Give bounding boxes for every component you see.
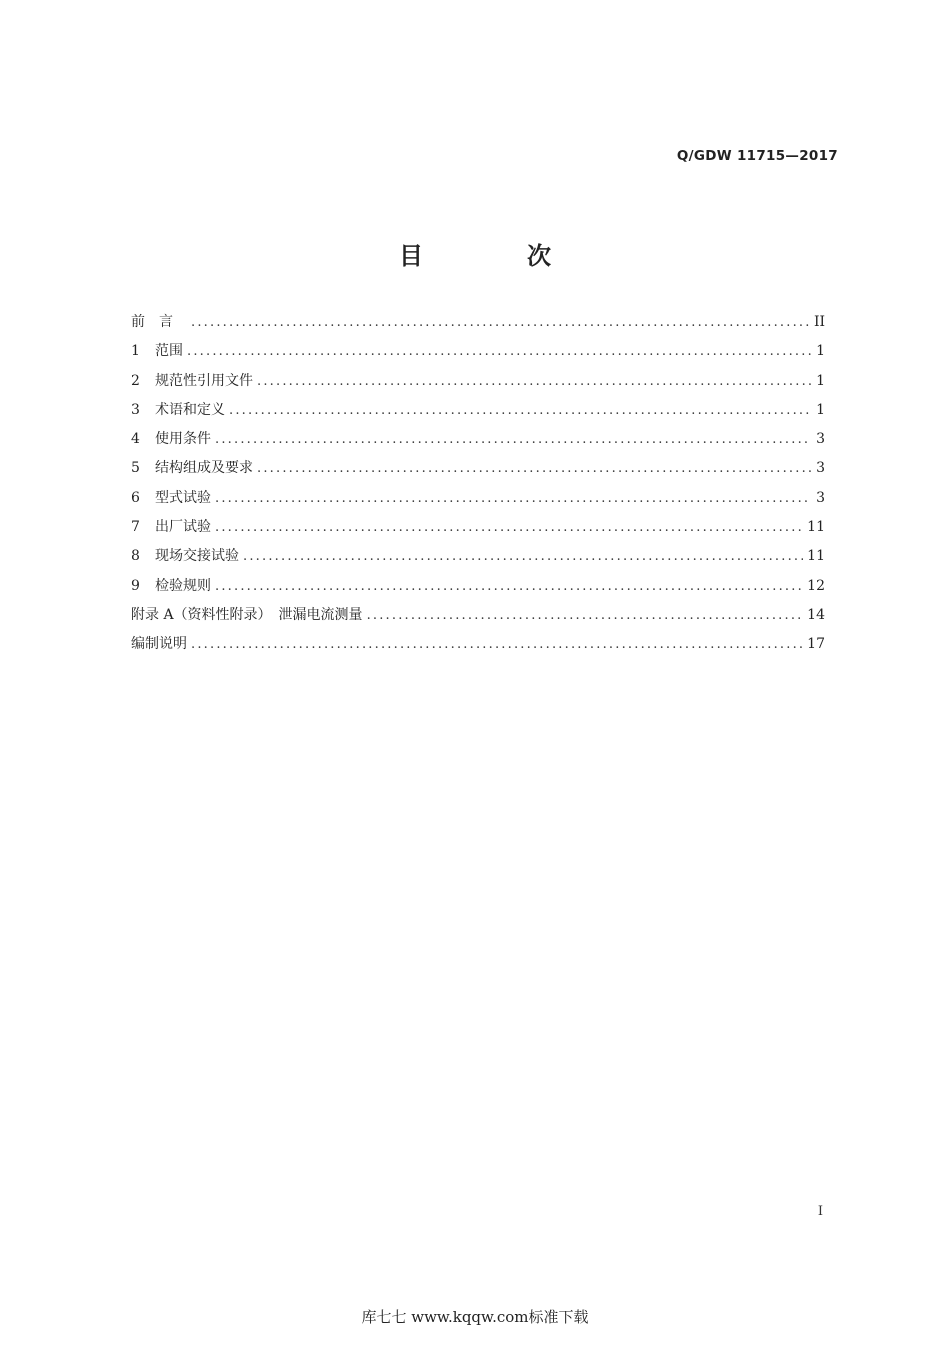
- toc-entry-number: 9: [131, 577, 140, 594]
- toc-entry-title: 前言: [131, 314, 187, 330]
- toc-entry-number: 4: [131, 431, 140, 448]
- toc-entry-title: 附录 A（资料性附录） 泄漏电流测量: [131, 606, 363, 623]
- toc-entry-page: 11: [807, 548, 825, 565]
- toc-entry-page: 17: [807, 636, 825, 653]
- toc-dot-leader: [187, 341, 811, 363]
- page-number: I: [817, 1204, 823, 1219]
- toc-dot-leader: [215, 488, 811, 510]
- toc-entry-page: 3: [816, 431, 825, 448]
- toc-dot-leader: [367, 605, 804, 627]
- watermark-text: 库七七 www.kqqw.com标准下载: [361, 1308, 589, 1326]
- toc-entry[interactable]: [131, 516, 825, 545]
- toc-entry[interactable]: [131, 399, 825, 428]
- toc-entry-number: 6: [131, 489, 140, 506]
- page-title: 目 次: [399, 242, 591, 270]
- toc-entry[interactable]: [131, 633, 825, 662]
- toc-dot-leader: [257, 458, 811, 480]
- toc-entry-title: 出厂试验: [155, 519, 211, 536]
- toc-entry-title: 使用条件: [155, 431, 211, 448]
- toc-dot-leader: [229, 400, 811, 422]
- toc-entry-number: 8: [131, 548, 140, 565]
- toc-dot-leader: [243, 546, 803, 568]
- toc-entry-number: 5: [131, 460, 140, 477]
- toc-entry[interactable]: [131, 545, 825, 574]
- toc-entry-page: 14: [807, 606, 825, 623]
- toc-entry-title: 范围: [155, 343, 183, 360]
- toc-entry-page: 3: [816, 489, 825, 506]
- toc-entry-title: 型式试验: [155, 489, 211, 506]
- toc-entry-page: 1: [816, 372, 825, 389]
- toc-entry-title: 术语和定义: [155, 401, 225, 418]
- toc-entry-page: II: [813, 314, 825, 330]
- toc-entry[interactable]: [131, 487, 825, 516]
- toc-entry[interactable]: [131, 311, 825, 340]
- toc-entry-title: 编制说明: [131, 636, 187, 653]
- document-code: Q/GDW 11715—2017: [676, 148, 838, 164]
- toc-entry[interactable]: [131, 575, 825, 604]
- toc-entry-title: 结构组成及要求: [155, 460, 253, 477]
- toc-dot-leader: [215, 429, 811, 451]
- toc-entry-page: 11: [807, 519, 825, 536]
- toc-dot-leader: [257, 371, 811, 393]
- toc-entry[interactable]: [131, 370, 825, 399]
- toc-entry-number: 7: [131, 519, 140, 536]
- toc-entry[interactable]: [131, 604, 825, 633]
- table-of-contents: [131, 311, 825, 663]
- toc-dot-leader: [215, 517, 803, 539]
- toc-entry-number: 3: [131, 401, 140, 418]
- toc-entry-page: 1: [816, 401, 825, 418]
- toc-entry-title: 规范性引用文件: [155, 372, 253, 389]
- toc-entry-title: 现场交接试验: [155, 548, 239, 565]
- toc-entry[interactable]: [131, 428, 825, 457]
- toc-entry[interactable]: [131, 340, 825, 369]
- toc-entry[interactable]: [131, 457, 825, 486]
- toc-dot-leader: [191, 312, 810, 334]
- toc-entry-title: 检验规则: [155, 577, 211, 594]
- toc-entry-number: 1: [131, 343, 140, 360]
- toc-entry-page: 3: [816, 460, 825, 477]
- toc-dot-leader: [191, 634, 803, 656]
- toc-entry-page: 1: [816, 343, 825, 360]
- toc-dot-leader: [215, 576, 803, 598]
- toc-entry-number: 2: [131, 372, 140, 389]
- toc-entry-page: 12: [807, 577, 825, 594]
